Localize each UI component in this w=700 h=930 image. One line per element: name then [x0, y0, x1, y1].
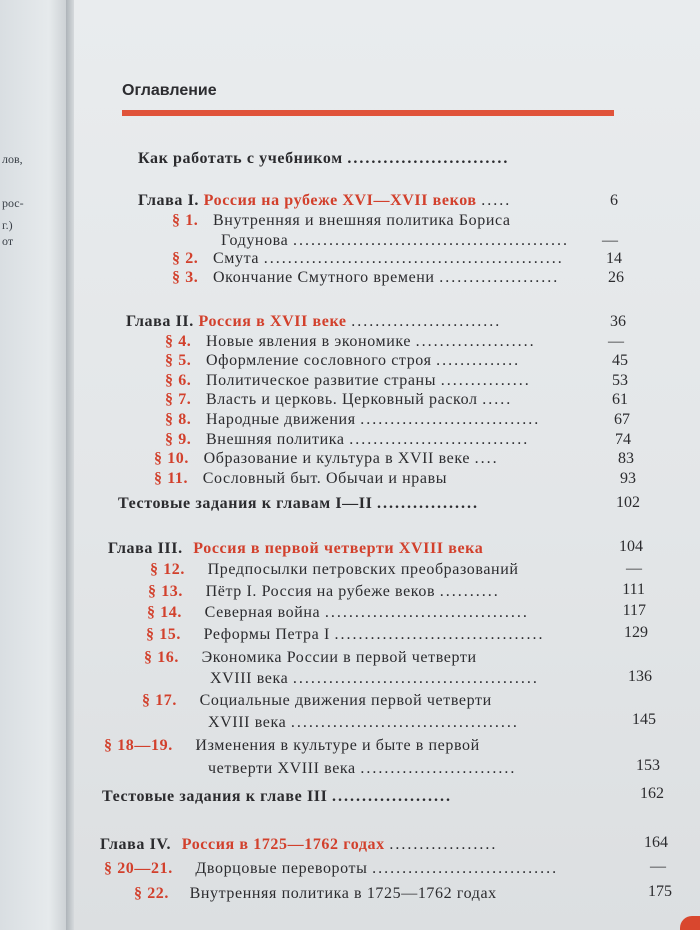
- leader-dots: ......................................: [290, 714, 519, 731]
- toc-entry: [165, 333, 536, 351]
- section-number: § 15.: [146, 626, 181, 643]
- section-number: § 1.: [172, 212, 199, 229]
- entry-text: Изменения в культуре и быте в первой: [195, 737, 480, 754]
- entry-text: Предпосылки петровских преобразований: [207, 561, 519, 578]
- chapter-label: Глава III.: [108, 540, 183, 557]
- chapter-title: Россия в 1725—1762 годах: [181, 836, 385, 853]
- toc-entry: [147, 604, 529, 622]
- page-number: 61: [612, 391, 628, 408]
- toc-entry: [221, 232, 569, 250]
- page-number: 26: [608, 269, 624, 286]
- page-number: 67: [614, 411, 630, 428]
- section-number: § 7.: [165, 391, 192, 408]
- tests-1-row: [118, 495, 479, 513]
- page-number: 36: [610, 313, 626, 330]
- section-number: § 8.: [165, 411, 192, 428]
- page-number: 153: [636, 757, 660, 774]
- entry-text: Образование и культура в XVII веке: [203, 450, 471, 467]
- page-number: 175: [648, 883, 672, 900]
- entry-text: четверти XVIII века: [208, 760, 356, 777]
- leader-dots: .........................: [351, 313, 502, 330]
- toc-entry: [146, 626, 544, 644]
- entry-text: Годунова: [221, 232, 289, 249]
- leader-dots: ....................: [415, 333, 536, 350]
- toc-entry: [208, 714, 519, 732]
- chapter-4-row: [100, 836, 497, 854]
- toc-entry: [172, 250, 564, 268]
- toc-entry: [104, 860, 558, 878]
- tests-2-row: [102, 788, 452, 806]
- toc-entry: [165, 431, 529, 449]
- toc-entry: [165, 352, 520, 370]
- chapter-title: Россия в XVII веке: [198, 313, 347, 330]
- page-number: 14: [606, 250, 622, 267]
- page-number: 6: [610, 192, 618, 209]
- entry-text: Внутренняя и внешняя политика Бориса: [213, 212, 511, 229]
- page-number: 93: [620, 470, 636, 487]
- leader-dots: ..............................................: [292, 232, 569, 249]
- chapter-label: Глава IV.: [100, 836, 172, 853]
- leader-dots: ..............................: [349, 431, 530, 448]
- entry-text: Тестовые задания к главам I—II: [118, 495, 373, 512]
- section-number: § 9.: [165, 431, 192, 448]
- section-number: § 12.: [150, 561, 185, 578]
- page-number: 162: [640, 785, 664, 802]
- chapter-label: Глава I.: [138, 192, 200, 209]
- section-number: § 2.: [172, 250, 199, 267]
- section-number: § 14.: [147, 604, 182, 621]
- entry-text: Северная война: [204, 604, 321, 621]
- page-number: 129: [624, 624, 648, 641]
- chapter-3-row: [108, 540, 483, 558]
- page-number: 45: [612, 352, 628, 369]
- entry-text: Внешняя политика: [206, 431, 345, 448]
- page-corner-mark: [680, 916, 700, 930]
- toc-entry: [165, 411, 540, 429]
- toc-entry: [142, 692, 492, 710]
- toc-entry: [148, 583, 500, 601]
- leader-dots: .........................................: [292, 670, 539, 687]
- toc-entry: [144, 649, 477, 667]
- toc-entry: [104, 737, 480, 755]
- entry-text: Экономика России в первой четверти: [201, 649, 477, 666]
- entry-text: Дворцовые перевороты: [195, 860, 368, 877]
- chapter-label: Глава II.: [126, 313, 194, 330]
- toc-entry: [172, 269, 559, 287]
- page-number: 145: [632, 711, 656, 728]
- toc-entry: [208, 760, 516, 778]
- page-number: —: [602, 232, 618, 249]
- left-page-fragment: от: [2, 234, 14, 248]
- entry-text: Внутренняя политика в 1725—1762 годах: [189, 885, 497, 902]
- left-page-fragment: г.): [2, 218, 13, 232]
- entry-text: XVIII века: [208, 714, 287, 731]
- leader-dots: ....................: [439, 269, 560, 286]
- entry-text: XVIII века: [210, 670, 289, 687]
- entry-text: Пётр I. Россия на рубеже веков: [205, 583, 436, 600]
- leader-dots: ....................: [332, 788, 453, 805]
- section-number: § 20—21.: [104, 860, 173, 877]
- heading-underline: [122, 110, 614, 116]
- entry-text: Народные движения: [206, 411, 356, 428]
- toc-entry: [165, 372, 531, 390]
- page-number: —: [626, 560, 642, 577]
- entry-text: Власть и церковь. Церковный раскол: [206, 391, 478, 408]
- page-number: 164: [644, 834, 668, 851]
- leader-dots: ....: [474, 450, 499, 467]
- page-number: 136: [628, 668, 652, 685]
- page-number: —: [650, 858, 666, 875]
- left-page-edge: [0, 0, 70, 930]
- page-number: —: [608, 333, 624, 350]
- entry-text: Смута: [213, 250, 260, 267]
- section-number: § 4.: [165, 333, 192, 350]
- page-number: 104: [619, 538, 643, 555]
- left-page-fragment: лов,: [2, 152, 23, 166]
- leader-dots: .....: [482, 391, 513, 408]
- entry-text: Как работать с учебником: [138, 150, 343, 167]
- entry-text: Оформление сословного строя: [206, 352, 432, 369]
- page-number: 83: [618, 450, 634, 467]
- entry-text: Политическое развитие страны: [206, 372, 437, 389]
- section-number: § 13.: [148, 583, 183, 600]
- toc-heading: Оглавление: [122, 82, 217, 99]
- leader-dots: ..............: [436, 352, 521, 369]
- toc-entry: [154, 470, 447, 488]
- toc-entry-intro: [138, 150, 509, 168]
- toc-entry: [172, 212, 511, 230]
- toc-entry: [150, 561, 519, 579]
- section-number: § 16.: [144, 649, 179, 666]
- leader-dots: ...................................: [334, 626, 545, 643]
- leader-dots: .................: [377, 495, 480, 512]
- leader-dots: ...............: [440, 372, 531, 389]
- page-number: 102: [616, 494, 640, 511]
- section-number: § 18—19.: [104, 737, 173, 754]
- section-number: § 5.: [165, 352, 192, 369]
- leader-dots: ..............................: [360, 411, 541, 428]
- section-number: § 17.: [142, 692, 177, 709]
- chapter-2-row: [126, 313, 501, 331]
- toc-entry: [165, 391, 512, 409]
- leader-dots: ..........................: [360, 760, 517, 777]
- page-number: 117: [622, 602, 646, 619]
- entry-text: Реформы Петра I: [203, 626, 330, 643]
- leader-dots: ...........................: [347, 150, 510, 167]
- section-number: § 6.: [165, 372, 192, 389]
- toc-entry: [210, 670, 539, 688]
- section-number: § 10.: [154, 450, 189, 467]
- toc-entry: [134, 885, 497, 903]
- page-number: 111: [622, 581, 645, 598]
- chapter-1-row: [138, 192, 511, 210]
- leader-dots: ..................................: [324, 604, 529, 621]
- entry-text: Окончание Смутного времени: [213, 269, 435, 286]
- page-number: 53: [612, 372, 628, 389]
- leader-dots: ..................................................: [263, 250, 564, 267]
- chapter-title: Россия в первой четверти XVIII века: [193, 540, 484, 557]
- leader-dots: .....: [481, 192, 512, 209]
- left-page-fragment: рос-: [2, 196, 24, 210]
- entry-text: Новые явления в экономике: [206, 333, 412, 350]
- leader-dots: ..................: [389, 836, 498, 853]
- section-number: § 11.: [154, 470, 189, 487]
- entry-text: Социальные движения первой четверти: [199, 692, 492, 709]
- toc-entry: [154, 450, 499, 468]
- leader-dots: ..........: [439, 583, 500, 600]
- entry-text: Тестовые задания к главе III: [102, 788, 328, 805]
- chapter-title: Россия на рубеже XVI—XVII веков: [203, 192, 477, 209]
- page-number: 74: [615, 431, 631, 448]
- section-number: § 3.: [172, 269, 199, 286]
- section-number: § 22.: [134, 885, 169, 902]
- leader-dots: ...............................: [372, 860, 559, 877]
- entry-text: Сословный быт. Обычаи и нравы: [202, 470, 448, 487]
